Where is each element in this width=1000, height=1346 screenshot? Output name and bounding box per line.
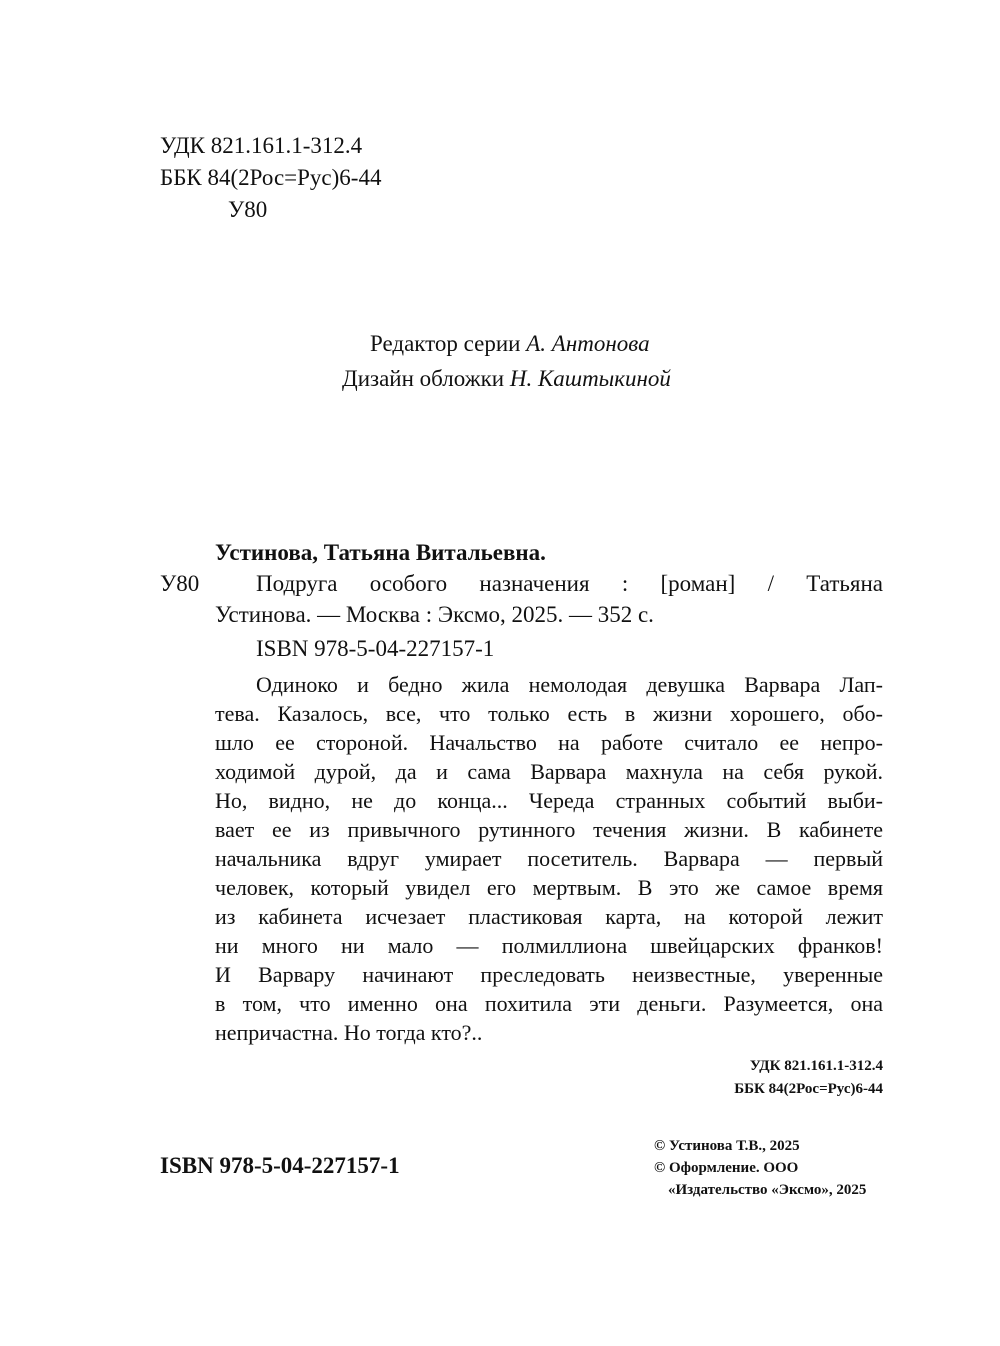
record-title-line-2: Устинова. — Москва : Эксмо, 2025. — 352 с. <box>215 602 654 627</box>
annotation-line: Одиноко и бедно жила немолодая девушка Варвара Лап- <box>256 672 883 697</box>
series-editor-name: А. Антонова <box>526 331 650 356</box>
record-author-heading: Устинова, Татьяна Витальевна. <box>215 540 546 565</box>
copyright-author: © Устинова Т.В., 2025 <box>654 1138 800 1154</box>
annotation-line: начальника вдруг умирает посетитель. Варвара — первый <box>215 846 883 871</box>
annotation-line: в том, что именно она похитила эти деньги. Разумеется, она <box>215 991 883 1016</box>
footer-udk-code: УДК 821.161.1-312.4 <box>749 1058 883 1074</box>
annotation-line: из кабинета исчезает пластиковая карта, на которой лежит <box>215 904 883 929</box>
bbk-code: ББК 84(2Рос=Рус)6-44 <box>160 165 382 190</box>
annotation-line: тева. Казалось, все, что только есть в жизни хорошего, обо- <box>215 701 883 726</box>
annotation-line: вает ее из привычного рутинного течения жизни. В кабинете <box>215 817 883 842</box>
record-isbn: ISBN 978-5-04-227157-1 <box>256 636 495 661</box>
author-mark: У80 <box>228 197 268 222</box>
cover-design-role: Дизайн обложки <box>342 366 505 391</box>
cover-design-name: Н. Каштыкиной <box>509 366 671 391</box>
annotation-line: ни много ни мало — полмиллиона швейцарских франков! <box>215 933 883 958</box>
annotation-line: ходимой дурой, да и сама Варвара махнула на себя рукой. <box>215 759 883 784</box>
series-editor-role: Редактор серии <box>370 331 521 356</box>
annotation-line: Но, видно, не до конца... Череда странных событий выби- <box>215 788 883 813</box>
record-author-mark: У80 <box>160 571 200 596</box>
annotation-line: непричастна. Но тогда кто?.. <box>215 1020 483 1045</box>
copyright-design-line-1: © Оформление. ООО <box>654 1160 799 1176</box>
annotation-line: человек, который увидел его мертвым. В это же самое время <box>215 875 883 900</box>
footer-isbn: ISBN 978-5-04-227157-1 <box>160 1153 400 1178</box>
udk-code: УДК 821.161.1-312.4 <box>160 133 363 158</box>
annotation-line: И Варвару начинают преследовать неизвестные, уверенные <box>215 962 883 987</box>
series-editor-credit <box>370 328 650 360</box>
footer-bbk-code: ББК 84(2Рос=Рус)6-44 <box>734 1081 883 1097</box>
annotation-line: шло ее стороной. Начальство на работе считало ее непро- <box>215 730 883 755</box>
cover-design-credit <box>342 363 671 395</box>
record-title-line-1: Подруга особого назначения : [роман] / Татьяна <box>256 571 883 596</box>
copyright-design-line-2: «Издательство «Эксмо», 2025 <box>668 1182 867 1198</box>
